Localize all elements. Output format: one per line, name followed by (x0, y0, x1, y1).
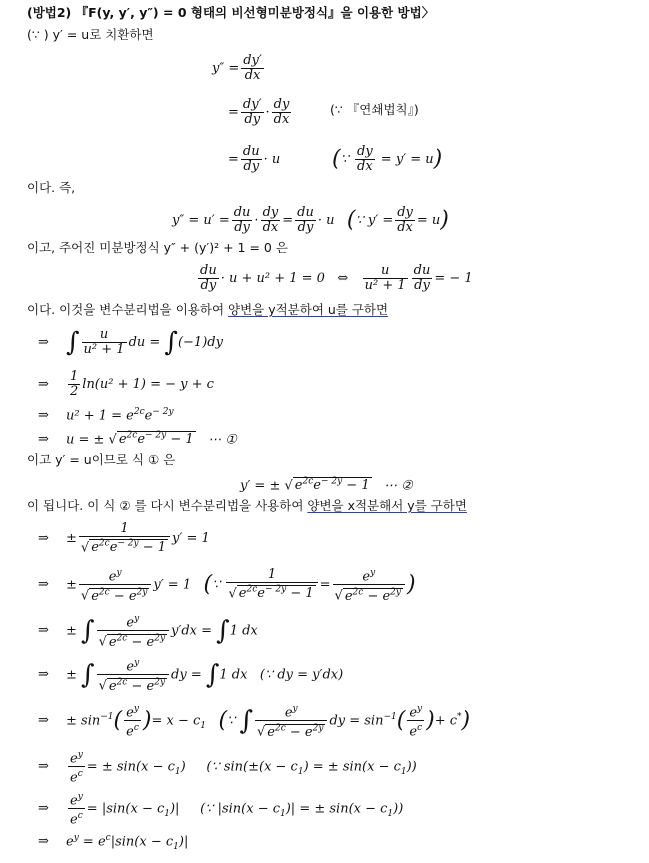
text-separate-y-a: 이다. 이것을 변수분리법을 이용하여 (27, 302, 228, 317)
text-separate-y (27, 302, 388, 318)
text-separate-x (27, 498, 467, 514)
text-since-u: 이고 y′ = u이므로 식 ① 은 (27, 452, 176, 467)
eq-yp-sqrt: y′ = ± √ $e^{2c}e^{- 2y} - 1$ ⋯ ② (240, 477, 413, 494)
eq-u-sqrt: ⇒ u = ± √ $e^{2c}e^{- 2y} - 1$ ⋯ ① (38, 431, 237, 448)
eq-integral-u: ⇒ ∫ $\frac{u}{\text{u² + 1}}$ du = ∫(−1)dy (38, 327, 223, 358)
eq-step-a: ⇒ ± $\frac{1}{√ e^{2c}e^{- 2y} - 1}$ y′ = 1 (38, 521, 210, 556)
eq-step-f: ⇒ $\frac{e^y}{e^c}$ = ± $\sin(x - c_1)$ (∵ $\sin(\pm(x - c_1)$ = ± $\sin(x - c_1)$) (38, 750, 417, 786)
text-given-ode: 이고, 주어진 미분방정식 y″ + (y′)² + 1 = 0 은 (27, 240, 288, 255)
eq-ypp-3: = $\frac{du}{dy}$ · u (228, 144, 281, 174)
eq-ypp-note: (∵ $\frac{dy}{dx}$ = y′ = u) (332, 144, 443, 174)
eq-step-g: ⇒ $\frac{e^y}{e^c}$ = $|\sin(x - c_1)|$ (∵ $|\sin(x - c_1)|$ = ± $\sin(x - c_1)$) (38, 792, 404, 828)
text-that-is: 이다. 즉, (27, 180, 76, 195)
chain-rule-note: (∵ 『연쇄법칙』) (330, 102, 419, 117)
eq-ypp-1: y″ = $\frac{dy'}{dx}$ (212, 53, 262, 83)
substitution-text: (∵ ) y′ = u로 치환하면 (27, 27, 154, 42)
text-separate-y-b: 양변을 y적분하여 u를 구하면 (228, 302, 389, 317)
eq-label-1: ⋯ ① (208, 432, 237, 448)
text-separate-x-a: 이 됩니다. 이 식 ② 를 다시 변수분리법을 사용하여 (27, 498, 308, 513)
eq-exp: ⇒ $u^2 + 1 = e^{2c}e^{- 2y}$ (38, 407, 174, 424)
text-separate-x-b: 양변을 x적분해서 y를 구하면 (307, 498, 467, 513)
eq-step-d: ⇒ ± ∫ $\frac{e^y}{√ e^{2c} - e^{2y}}$ dy = ∫1 dx (∵ dy = y′dx) (38, 658, 344, 694)
eq-ode-separated: $\frac{du}{dy}$ · u + u² + 1 = 0 ⇔ $\frac{u}{\text{u² + 1}}$ $\frac{du}{dy}$ = − 1 (200, 263, 473, 293)
section-title: (방법2) 『F(y, y′, y″) = 0 형태의 비선형미분방정식』을 이용한 방법〉 (27, 5, 435, 20)
eq-ypp-summary: y″ = u′ = $\frac{du}{dy}$ · $\frac{dy}{dx}$ = $\frac{du}{dy}$ · u (∵ y′ = $\frac{dy}{dx}$ = u) (172, 205, 449, 235)
eq-label-2: ⋯ ② (384, 478, 413, 494)
eq-step-b: ⇒ ± $\frac{e^y}{√ e^{2c} - e^{2y}}$ y′ = 1 (∵ $\frac{1}{√ e^{2c}e^{- 2y} - 1}$ = $\frac{e^y}{√ e^{2c} - e^{2y}}$ ) (38, 567, 416, 604)
eq-step-e: ⇒ ± $\sin^{-1}$( $\frac{e^y}{e^c}$ )= $x - c_1$ (∵ ∫ $\frac{e^y}{√ e^{2c} - e^{2y}}$ dy = $\sin^{-1}$( $\frac{e^y}{e^c}$ )+ c*) (38, 704, 471, 740)
eq-ln: ⇒ $\frac{1}{2}$ ln(u² + 1) = − y + c (38, 369, 214, 399)
eq-step-c: ⇒ ± ∫ $\frac{e^y}{√ e^{2c} - e^{2y}}$ y′dx = ∫1 dx (38, 614, 258, 650)
eq-ypp-2: = $\frac{dy'}{dy}$ · $\frac{dy}{dx}$ (228, 97, 290, 127)
eq-step-h: ⇒ $e^y = e^c|\sin(x - c_1)|$ (38, 833, 189, 852)
